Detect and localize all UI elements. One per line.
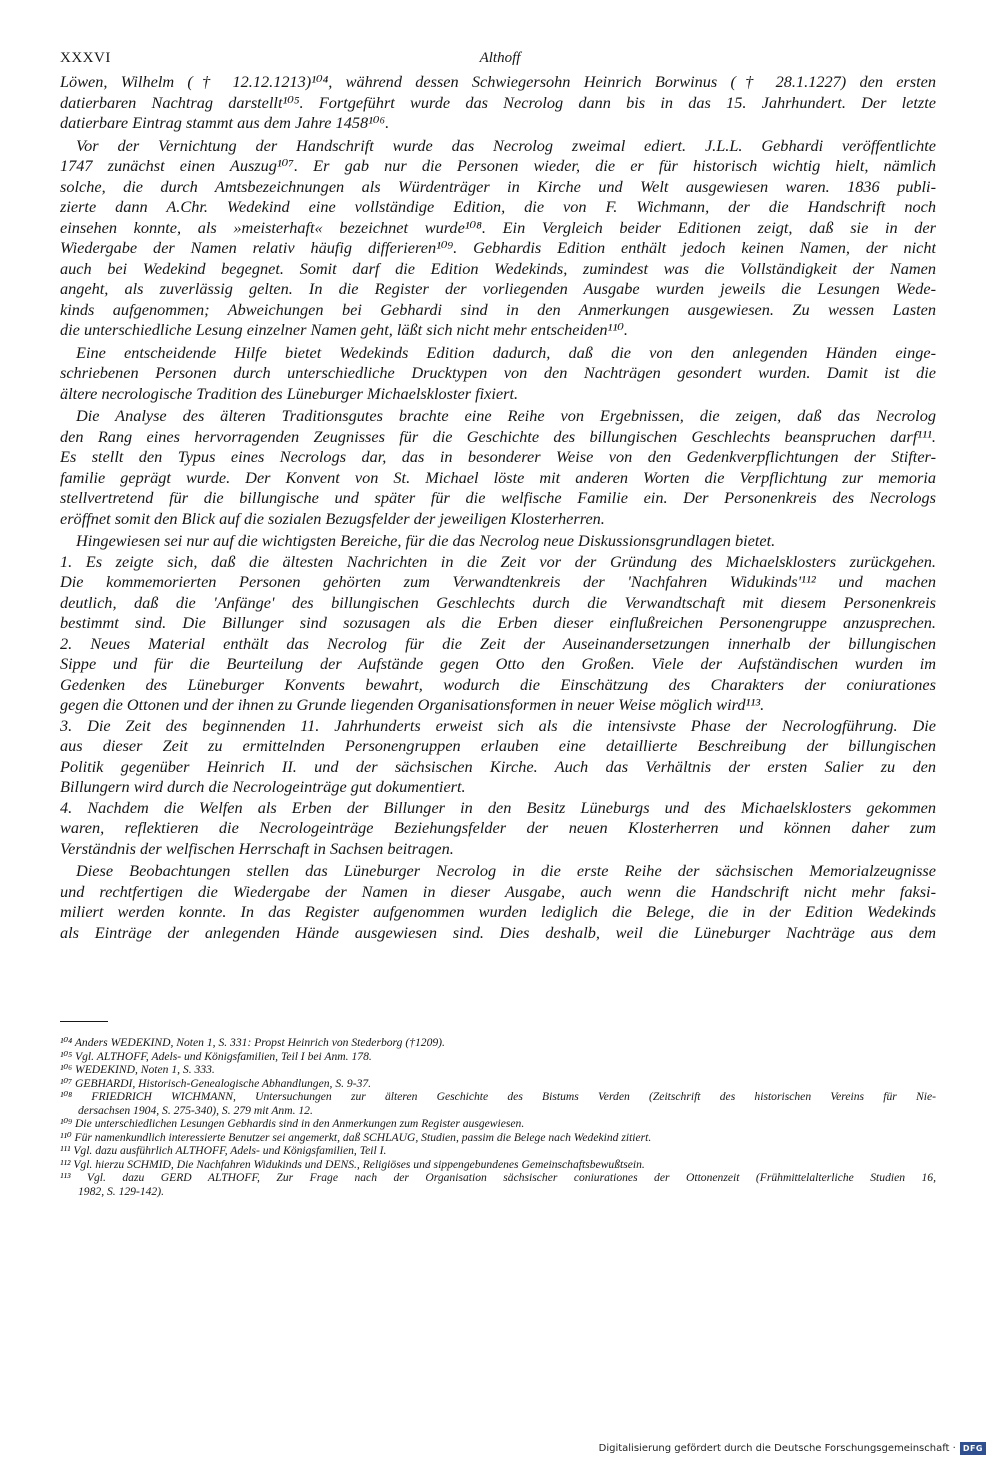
text-line: stellvertretend für die billungische und später für die welfische Familie ein. Der Personenkreis des Necrologs [60,488,936,507]
footnote: ¹⁰⁵ Vgl. ALTHOFF, Adels- und Königsfamilien, Teil I bei Anm. 178. [60,1049,372,1063]
footnote: ¹¹⁰ Für namenkundlich interessierte Benutzer sei angemerkt, daß SCHLAUG, Studien, passim die Belege nach Wedekind zitiert. [60,1130,652,1144]
body-text [60,72,936,943]
text-line: Verständnis der welfischen Herrschaft in Sachsen beitragen. [60,838,454,858]
text-line: Hingewiesen sei nur auf die wichtigsten Bereiche, für die das Necrolog neue Diskussionsgrundlagen bietet. [76,531,776,550]
text-line: 1. Es zeigte sich, daß die ältesten Nachrichten in die Zeit vor der Gründung des Michaelsklosters zurückgehen. [60,551,936,571]
credit-text: Digitalisierung gefördert durch die Deutsche Forschungsgemeinschaft · [598,1443,956,1454]
text-line: 2. Neues Material enthält das Necrolog für die Zeit der Auseinandersetzungen innerhalb der billungischen [60,633,936,653]
text-line: Die kommemorierten Personen gehörten zum Verwandtenkreis der 'Nachfahren Widukinds'¹¹² und machen [60,572,936,591]
text-line: den Rang eines hervorragenden Zeugnisses für die Geschichte des billungischen Geschlechts beanspruchen darf¹¹¹. [60,426,936,446]
page-number: XXXVI [60,50,111,66]
text-line: datierbare Eintrag stammt aus dem Jahre 1458¹⁰⁶. [60,113,390,132]
footnote: ¹⁰⁷ GEBHARDI, Historisch-Genealogische Abhandlungen, S. 9-37. [60,1076,372,1090]
text-line: Vor der Vernichtung der Handschrift wurde das Necrolog zweimal ediert. J.L.L. Gebhardi veröffentlichte [76,135,936,155]
text-line: gegen die Ottonen und der ihnen zu Grunde liegenden Organisationsformen in neuer Weise möglich wird¹¹³. [60,695,765,714]
text-line: schriebenen Personen durch unterschiedliche Drucktypen von den Nachträgen gesondert wurden. Damit ist die [60,363,936,382]
text-line: aus dieser Zeit zu ermittelnden Personengruppen erlauben eine detaillierte Beschreibung der billungischen [60,736,936,755]
text-line: datierbaren Nachtrag darstellt¹⁰⁵. Fortgeführt wurde das Necrolog dann bis in das 15. Jahrhundert. Der letzte [60,92,936,112]
text-line: Gedenken des Lüneburger Konvents bewahrt, wodurch die Einschätzung des Charakters der coniurationes [60,674,936,694]
text-line: Es stellt den Typus eines Necrologs dar, das in besonderer Weise von den Gedenkverpflichtungen der Stifter- [60,447,936,466]
text-line: die unterschiedliche Lesung einzelner Namen geht, läßt sich nicht mehr entscheiden¹¹⁰. [60,320,628,339]
text-line: und rechtfertigen die Wiedergabe der Namen in dieser Ausgabe, auch wenn die Handschrift nicht mehr faksi- [60,881,936,901]
text-line: Wiedergabe der Namen relativ häufig differieren¹⁰⁹. Gebhardis Edition enthält jedoch keinen Namen, der nicht [60,238,936,257]
footnote: ¹⁰⁹ Die unterschiedlichen Lesungen Gebhardis sind in den Anmerkungen zum Register ausgewiesen. [60,1117,525,1130]
footnote-rule [60,1021,108,1022]
text-line: 4. Nachdem die Welfen als Erben der Billunger in den Besitz Lüneburgs und des Michaelsklosters gekommen [60,797,936,817]
footnotes [60,1036,936,1198]
text-line: deutlich, daß die 'Anfänge' des billungischen Geschlechts durch die Verwandtschaft mit diesem Personenkreis [60,592,936,612]
text-line: als Einträge der anlegenden Hände ausgewiesen sind. Dies deshalb, weil die Lüneburger Nachträge aus dem [60,922,936,942]
running-title: Althoff [479,50,521,66]
text-line: waren, reflektieren die Necrologeinträge Beziehungsfelder der neuen Klosterherren und können daher zum [60,818,936,837]
footnote: ¹¹¹ Vgl. dazu ausführlich ALTHOFF, Adels- und Königsfamilien, Teil I. [60,1144,387,1157]
text-line: ältere necrologische Tradition des Lüneburger Michaelskloster fixiert. [60,383,519,403]
dfg-credit [599,1442,986,1455]
footnote: ¹⁰⁶ WEDEKIND, Noten 1, S. 333. [60,1063,215,1076]
text-line: 1747 zunächst einen Auszug¹⁰⁷. Er gab nur die Personen wieder, die er für historisch wichtig hielt, nämlich [60,156,936,175]
text-line: kinds aufgenommen; Abweichungen bei Gebhardi sind in den Anmerkungen ausgewiesen. Zu wessen Lasten [60,299,936,319]
text-line: auch bei Wedekind begegnet. Somit darf die Edition Wedekinds, zumindest was die Vollständigkeit der Namen [60,258,936,278]
text-line: familie geprägt wurde. Der Konvent von St. Michael löste mit anderen Worten die Verpflichtung zur memoria [60,467,936,487]
dfg-logo-icon: DFG [960,1442,986,1455]
footnote: 1982, S. 129-142). [78,1184,164,1198]
text-line: 3. Die Zeit des beginnenden 11. Jahrhunderts erweist sich als die intensivste Phase der Necrologführung. Die [60,715,936,735]
footnote: ¹⁰⁸ FRIEDRICH WICHMANN, Untersuchungen zur älteren Geschichte des Bistums Verden (Zeitschrift des historischen Vereins für Nie- [60,1090,936,1103]
text-line: miliert werden konnte. In das Register aufgenommen wurden lediglich die Belege, die in der Edition Wedekinds [60,902,936,921]
footnote: ¹¹² Vgl. hierzu SCHMID, Die Nachfahren Widukinds und DENS., Religiöses und sippengebundenes Gemeinschaftsbewußtsein. [60,1157,645,1171]
text-line: Billungern wird durch die Necrologeinträge gut dokumentiert. [60,777,466,796]
text-line: einsehen konnte, als »meisterhaft« bezeichnet wurde¹⁰⁸. Ein Vergleich beider Editionen zeigt, daß sie in der [60,217,936,237]
text-line: solche, die durch Amtsbezeichnungen als Würdenträger in Kirche und Welt ausgewiesen waren. 1836 publi- [60,176,936,196]
footnote: ¹⁰⁴ Anders WEDEKIND, Noten 1, S. 331: Propst Heinrich von Stederborg (†1209). [60,1036,445,1049]
text-line: Eine entscheidende Hilfe bietet Wedekinds Edition dadurch, daß die von den anlegenden Händen einge- [76,342,936,362]
footnote: dersachsen 1904, S. 275-340), S. 279 mit Anm. 12. [78,1103,313,1117]
text-line: Sippe und für die Beurteilung der Aufstände gegen Otto den Großen. Viele der Aufständischen wurden im [60,654,936,673]
text-line: Die Analyse des älteren Traditionsgutes brachte eine Reihe von Ergebnissen, die zeigen, daß das Necrolog [76,406,936,425]
text-line: bestimmt sind. Die Billunger sind sozusagen als die Erben dieser einflußreichen Personengruppe anzusprechen. [60,613,936,632]
text-line: zierte dann A.Chr. Wedekind eine vollständige Edition, die von F. Wichmann, der die Handschrift noch [60,197,936,216]
footnote: ¹¹³ Vgl. dazu GERD ALTHOFF, Zur Frage nach der Organisation sächsischer coniurationes der Ottonenzeit (Frühmittelalterliche Studien 16, [60,1171,936,1184]
text-line: angeht, als zuverlässig gelten. In die Register der vorliegenden Ausgabe wurden jeweils die Lesungen Wede- [60,279,936,298]
text-line: eröffnet somit den Blick auf die sozialen Bezugsfelder der jeweiligen Klosterherren. [60,508,605,528]
text-line: Löwen, Wilhelm († 12.12.1213)¹⁰⁴, während dessen Schwiegersohn Heinrich Borwinus († 28.1.1227) den ersten [60,72,936,91]
text-line: Diese Beobachtungen stellen das Lüneburger Necrolog in die erste Reihe der sächsischen Memorialzeugnisse [76,861,936,880]
text-line: Politik gegenüber Heinrich II. und der sächsischen Kirche. Auch das Verhältnis der ersten Salier zu den [60,756,936,776]
